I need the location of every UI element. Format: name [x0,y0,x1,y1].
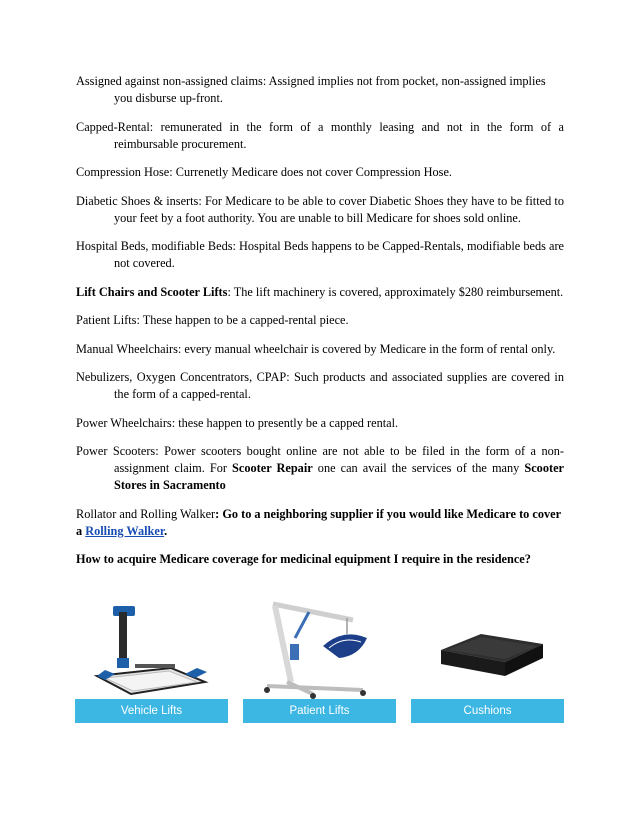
section-question: How to acquire Medicare coverage for medicinal equipment I require in the residence? [76,552,531,566]
paragraph-patient-lifts: Patient Lifts: These happen to be a capped-rental piece. [76,313,349,327]
paragraph-power-scooters: Power Scooters: Power scooters bought online are not able to be filed in the form of a non-assignment claim. For Scooter Repair one can avail the services of the many Scooter Stores in Sacramento [76,444,564,492]
product-card-vehicle-lifts[interactable] [75,598,228,723]
product-banner [75,598,564,723]
rolling-walker-link[interactable]: Rolling Walker [85,523,165,538]
paragraph-rollator: Rollator and Rolling Walker: Go to a neighboring supplier if you would like Medicare to cover a Rolling Walker. [76,506,561,538]
vehicle-lift-image [75,598,228,699]
patient-lift-image [243,598,396,699]
product-card-patient-lifts[interactable] [243,598,396,723]
paragraph-hospital-beds: Hospital Beds, modifiable Beds: Hospital Beds happens to be Capped-Rentals, modifiable beds are not covered. [76,239,564,270]
paragraph-diabetic-shoes: Diabetic Shoes & inserts: For Medicare to be able to cover Diabetic Shoes they have to be fitted to your feet by a foot authority. You are unable to bill Medicare for shoes sold online. [76,193,564,225]
cushion-image [411,598,564,699]
paragraph-nebulizers: Nebulizers, Oxygen Concentrators, CPAP: Such products and associated supplies are covered in the form of a capped-rental. [76,370,564,401]
product-label-patient-lifts: Patient Lifts [243,699,396,723]
product-label-cushions: Cushions [411,699,564,723]
paragraph-compression-hose: Compression Hose: Currenetly Medicare does not cover Compression Hose. [76,165,453,179]
product-card-cushions[interactable] [411,598,564,723]
paragraph-lift-chairs: Lift Chairs and Scooter Lifts: The lift machinery is covered, approximately $280 reimbursement. [76,284,564,299]
product-label-vehicle-lifts: Vehicle Lifts [75,699,228,723]
document-body [76,73,564,580]
paragraph-manual-wheelchairs: Manual Wheelchairs: every manual wheelchair is covered by Medicare in the form of rental only. [76,341,556,356]
paragraph-capped-rental: Capped-Rental: remunerated in the form of a monthly leasing and not in the form of a reimbursable procurement. [76,119,564,151]
paragraph-assigned-claims: Assigned against non-assigned claims: Assigned implies not from pocket, non-assigned implies you disburse up-front. [76,74,546,105]
paragraph-power-wheelchairs: Power Wheelchairs: these happen to presently be a capped rental. [76,415,399,430]
